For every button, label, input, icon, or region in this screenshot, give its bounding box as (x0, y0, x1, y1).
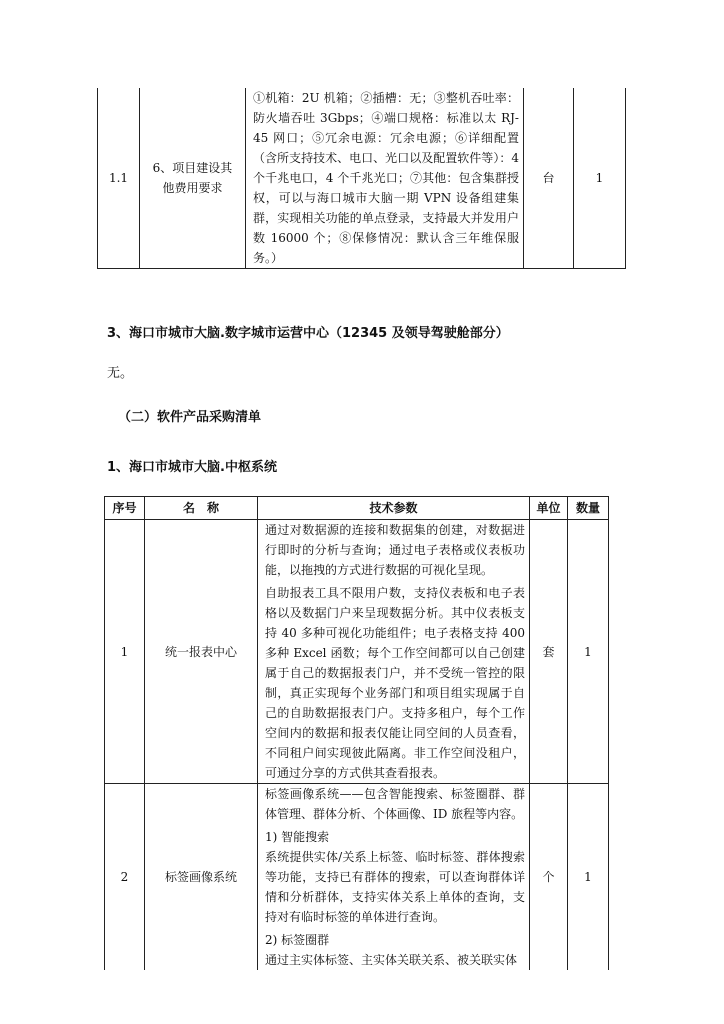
quantity-cell: 1 (574, 88, 626, 269)
row-number: 2 (105, 784, 145, 971)
item-name: 6、项目建设其他费用要求 (140, 88, 246, 269)
tech-params: ①机箱：2U 机箱；②插槽：无；③整机吞吐率：防火墙吞吐 3Gbps；④端口规格：标准以太 RJ-45 网口；⑤冗余电源：冗余电源；⑥详细配置（含所支持技术、电口、光口以及配置软件等）：4 个千兆电口，4 个千兆光口；⑦其他：包含集群授权，可以与海口城市大脑一期 VPN 设备组建集群，实现相关功能的单点登录，支持最大并发用户数 16000 个；⑧保修情况：默认含三年维保服务。） (246, 88, 524, 269)
table-row (105, 520, 609, 784)
hardware-table-continued (97, 88, 626, 269)
tech-paragraph: 1) 智能搜索 (265, 830, 330, 844)
item-name: 统一报表中心 (145, 520, 258, 784)
header-qty: 数量 (568, 497, 609, 520)
row-number: 1 (105, 520, 145, 784)
table-row (105, 784, 609, 971)
tech-paragraph: 2) 标签圈群 (265, 933, 330, 947)
unit-cell: 个 (530, 784, 568, 971)
header-name: 名 称 (145, 497, 258, 520)
software-table (104, 496, 609, 970)
section-heading-software: （二）软件产品采购清单 (118, 410, 262, 425)
item-name: 标签画像系统 (145, 784, 258, 971)
section-heading-3: 3、海口市城市大脑.数字城市运营中心（12345 及领导驾驶舱部分） (107, 326, 509, 341)
tech-paragraph: 通过对数据源的连接和数据集的创建，对数据进行即时的分析与查询；通过电子表格或仪表板功能，以拖拽的方式进行数据的可视化呈现。 (265, 523, 525, 577)
header-unit: 单位 (530, 497, 568, 520)
header-no: 序号 (105, 497, 145, 520)
row-number: 1.1 (98, 88, 140, 269)
section-heading-sw1: 1、海口市城市大脑.中枢系统 (107, 460, 277, 475)
header-tech: 技术参数 (258, 497, 530, 520)
table-row (98, 88, 626, 269)
tech-params (258, 520, 530, 784)
tech-paragraph: 标签画像系统——包含智能搜索、标签圈群、群体管理、群体分析、个体画像、ID 旅程等内容。 (265, 787, 525, 821)
section-body: 无。 (107, 366, 134, 381)
quantity-cell: 1 (568, 784, 609, 971)
tech-paragraph: 通过主实体标签、主实体关联关系、被关联实体 (265, 953, 518, 967)
unit-cell: 台 (524, 88, 574, 269)
unit-cell: 套 (530, 520, 568, 784)
tech-paragraph: 自助报表工具不限用户数，支持仪表板和电子表格以及数据门户来呈现数据分析。其中仪表板支持 40 多种可视化功能组件；电子表格支持 400 多种 Excel 函数；每个工作空间都可以自己创建属于自己的数据报表门户，并不受统一管控的限制，真正实现每个业务部门和项目组实现属于自己的自助数据报表门户。支持多租户，每个工作空间内的数据和报表仅能让同空间的人员查看，不同租户间实现彼此隔离。非工作空间没租户，可通过分享的方式供其查看报表。 (265, 586, 525, 780)
tech-params (258, 784, 530, 971)
tech-paragraph: 系统提供实体/关系上标签、临时标签、群体搜索等功能，支持已有群体的搜索，可以查询群体详情和分析群体，支持实体关系上单体的查询，支持对有临时标签的单体进行查询。 (265, 850, 525, 924)
table-header-row (105, 497, 609, 520)
quantity-cell: 1 (568, 520, 609, 784)
